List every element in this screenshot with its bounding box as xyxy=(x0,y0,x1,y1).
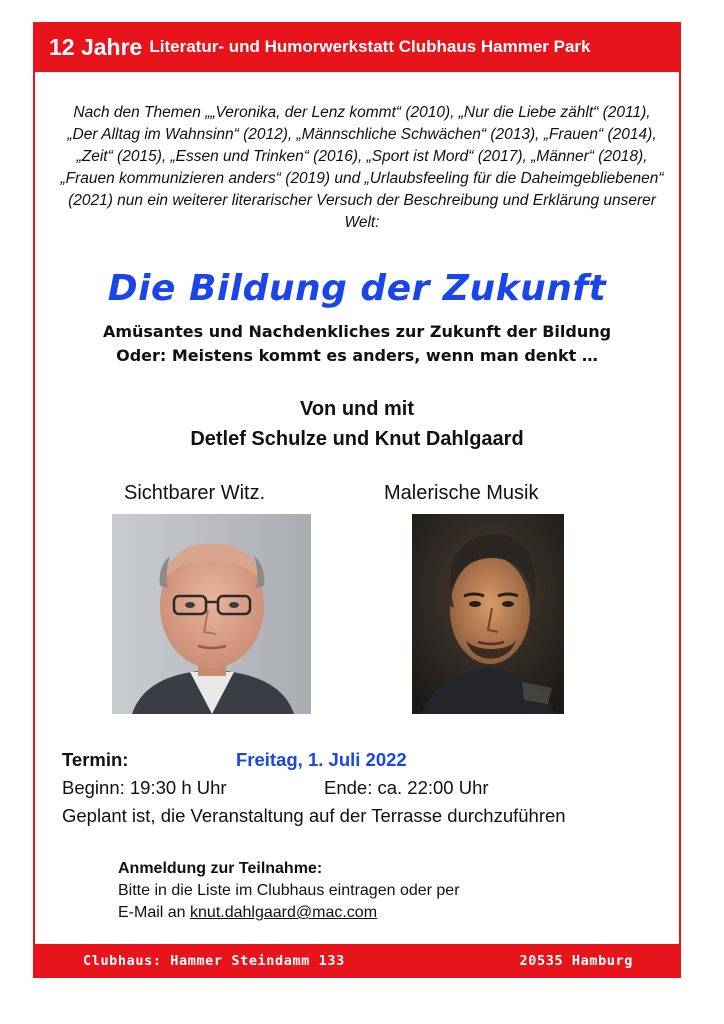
registration-heading: Anmeldung zur Teilnahme: xyxy=(118,860,323,877)
right-caption: Malerische Musik xyxy=(384,482,539,504)
performer-names: Detlef Schulze und Knut Dahlgaard xyxy=(190,428,524,450)
termin-label: Termin: xyxy=(62,749,129,770)
footer-bar xyxy=(33,944,681,978)
subtitle-line-1: Amüsantes und Nachdenkliches zur Zukunft der Bildung xyxy=(102,322,612,341)
by-line: Von und mit xyxy=(299,398,415,420)
portrait-photo-left xyxy=(112,514,311,714)
event-date: Freitag, 1. Juli 2022 xyxy=(236,749,407,770)
email-link[interactable]: knut.dahlgaard@mac.com xyxy=(190,904,378,921)
performers-block xyxy=(33,394,681,454)
painted-portrait-image xyxy=(412,514,564,714)
termin-row xyxy=(62,746,566,774)
event-details xyxy=(62,746,566,830)
header-title: Literatur- und Humorwerkstatt Clubhaus Hammer Park xyxy=(149,37,591,56)
portrait-man-glasses-image xyxy=(112,514,311,714)
registration-block xyxy=(118,858,460,924)
event-title: Die Bildung der Zukunft xyxy=(107,268,607,309)
footer-address: Clubhaus: Hammer Steindamm 133 xyxy=(83,953,345,969)
email-prefix: E-Mail an xyxy=(118,904,186,921)
event-subtitle xyxy=(33,320,681,368)
header-bar xyxy=(33,22,681,72)
footer-city: 20535 Hamburg xyxy=(519,953,633,969)
subtitle-line-2: Oder: Meistens kommt es anders, wenn man denkt … xyxy=(116,346,598,365)
begin-time: Beginn: 19:30 h Uhr xyxy=(62,777,227,798)
end-time: Ende: ca. 22:00 Uhr xyxy=(324,777,489,798)
intro-text: Nach den Themen „„Veronika, der Lenz kommt“ (2010), „Nur die Liebe zählt“ (2011), „Der Alltag im Wahnsinn“ (2012), „Männschliche Schwächen“ (2013), „Frauen“ (2014), „Zeit“ (2015), „Essen und Trinken“ (2016), „Sport ist Mord“ (2017), „Männer“ (2018), „Frauen kommunizieren anders“ (2019) und „Urlaubsfeeling für die Daheimgebliebenen“ (2021) nun ein weiterer literarischer Versuch der Beschreibung und Erklärung unserer Welt: xyxy=(60,104,664,231)
venue-note: Geplant ist, die Veranstaltung auf der Terrasse durchzuführen xyxy=(62,805,566,826)
header-years: 12 Jahre xyxy=(49,33,143,60)
registration-email-line xyxy=(118,902,460,924)
portrait-painting-right xyxy=(412,514,564,714)
registration-text: Bitte in die Liste im Clubhaus eintragen oder per xyxy=(118,882,460,899)
time-row xyxy=(62,774,566,802)
left-caption: Sichtbarer Witz. xyxy=(124,482,266,504)
